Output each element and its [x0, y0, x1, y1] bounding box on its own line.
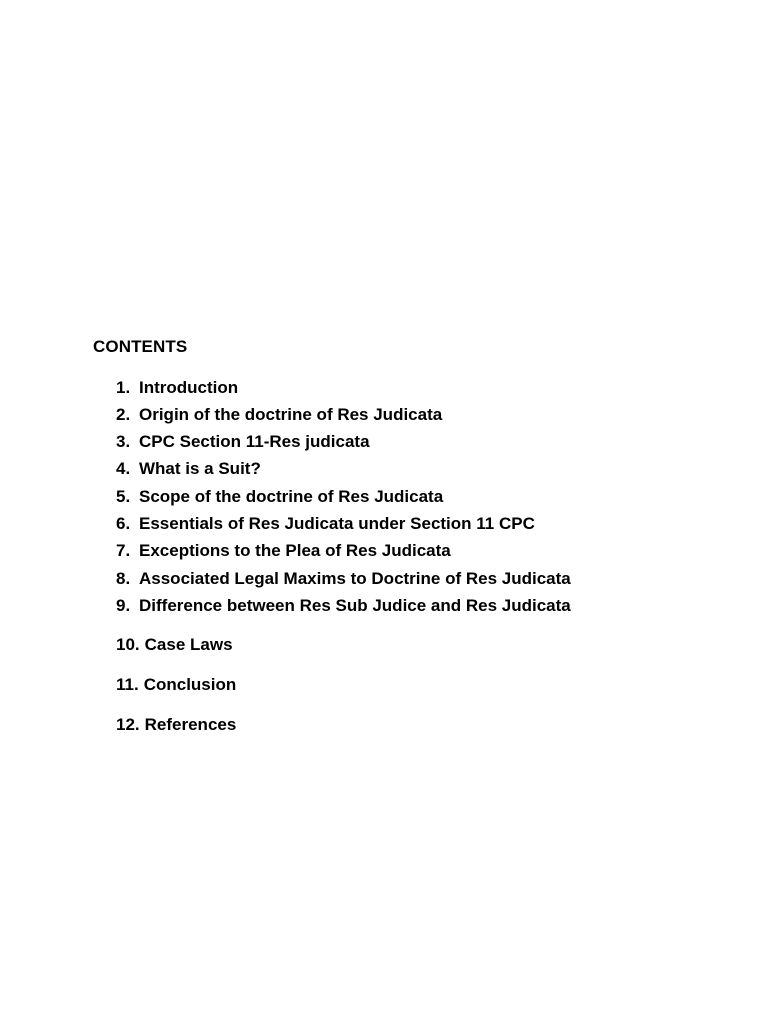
toc-item-label: Exceptions to the Plea of Res Judicata — [139, 541, 451, 560]
toc-item-number: 9. — [116, 596, 131, 615]
toc-item-label: Essentials of Res Judicata under Section 11 CPC — [139, 514, 535, 533]
toc-item — [116, 431, 370, 453]
toc-item — [116, 568, 571, 590]
toc-item-label: Origin of the doctrine of Res Judicata — [139, 405, 443, 424]
toc-item — [116, 634, 233, 656]
toc-item-number: 5. — [116, 487, 131, 506]
toc-item-label: Scope of the doctrine of Res Judicata — [139, 487, 444, 506]
contents-heading: CONTENTS — [93, 337, 188, 356]
toc-item-number: 7. — [116, 541, 131, 560]
toc-item-number: 8. — [116, 569, 131, 588]
toc-item — [116, 595, 571, 617]
toc-item — [116, 674, 236, 696]
toc-item-label: What is a Suit? — [139, 459, 261, 478]
toc-item-number: 3. — [116, 432, 131, 451]
toc-item — [116, 486, 443, 508]
toc-item-number: 12. — [116, 715, 140, 734]
toc-item-label: Introduction — [139, 378, 239, 397]
toc-item-label: Conclusion — [143, 675, 237, 694]
toc-item — [116, 404, 442, 426]
toc-item — [116, 540, 451, 562]
toc-item-number: 4. — [116, 459, 131, 478]
toc-item-number: 1. — [116, 378, 131, 397]
toc-item — [116, 513, 535, 535]
toc-item — [116, 458, 261, 480]
toc-item-label: Difference between Res Sub Judice and Res Judicata — [139, 596, 571, 615]
toc-item-label: References — [144, 715, 237, 734]
toc-item-label: CPC Section 11-Res judicata — [139, 432, 370, 451]
toc-item — [116, 377, 238, 399]
toc-item-label: Case Laws — [144, 635, 233, 654]
toc-item-number: 2. — [116, 405, 131, 424]
toc-item-number: 11. — [116, 675, 139, 694]
toc-item — [116, 714, 236, 736]
toc-item-number: 10. — [116, 635, 140, 654]
toc-item-number: 6. — [116, 514, 131, 533]
toc-item-label: Associated Legal Maxims to Doctrine of Res Judicata — [139, 569, 571, 588]
